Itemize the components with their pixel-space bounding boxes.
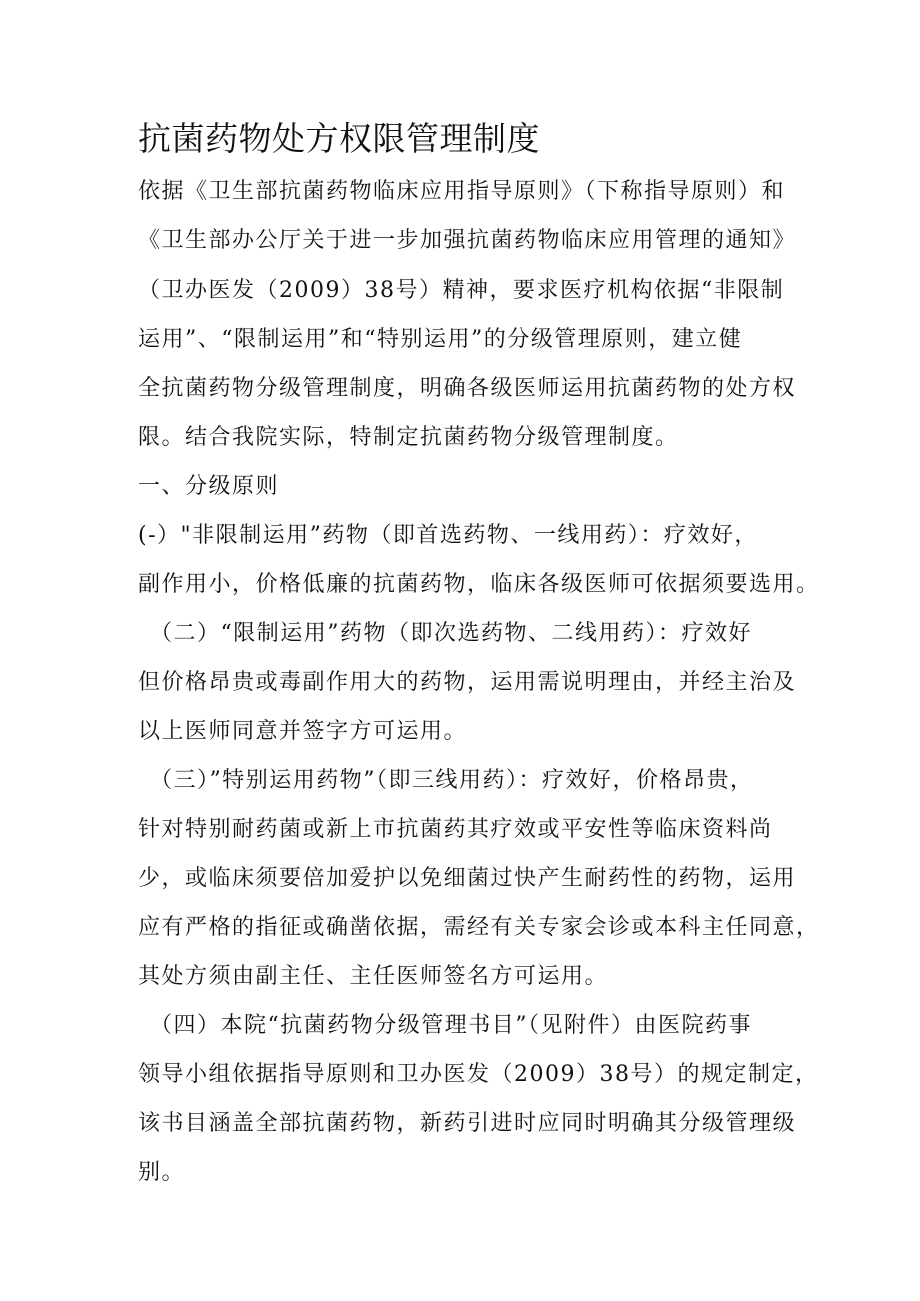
paragraph-line: 以上医师同意并签字方可运用。 [138, 719, 468, 744]
document-title: 抗菌药物处方权限管理制度 [138, 119, 540, 158]
paragraph-line: 《卫生部办公厅关于进一步加强抗菌药物临床应用管理的通知》 [138, 228, 797, 253]
paragraph-line: 副作用小，价格低廉的抗菌药物，临床各级医师可依据须要选用。 [138, 572, 820, 597]
paragraph-line: 该书目涵盖全部抗菌药物，新药引进时应同时明确其分级管理级 [138, 1111, 797, 1136]
paragraph-line: （四）本院“抗菌药物分级管理书目”（见附件）由医院药事 [150, 1013, 752, 1038]
paragraph-line: 领导小组依据指导原则和卫办医发（2009）38号）的规定制定， [138, 1062, 819, 1087]
paragraph-line: （三）”特别运用药物”（即三线用药）：疗效好，价格昂贵， [150, 768, 754, 793]
paragraph-line: 限。结合我院实际，特制定抗菌药物分级管理制度。 [138, 425, 679, 450]
section-heading: 一、分级原则 [138, 474, 280, 499]
paragraph-line: 针对特别耐药菌或新上市抗菌药其疗效或平安性等临床资料尚 [138, 817, 773, 842]
paragraph-line: (-）"非限制运用”药物（即首选药物、一线用药）：疗效好， [138, 523, 758, 548]
paragraph-line: 应有严格的指征或确凿依据，需经有关专家会诊或本科主任同意， [138, 915, 820, 940]
paragraph-line: （二）“限制运用”药物（即次选药物、二线用药）：疗效好 [150, 621, 752, 646]
paragraph-line: 但价格昂贵或毒副作用大的药物，运用需说明理由，并经主治及 [138, 670, 797, 695]
paragraph-line: （卫办医发（2009）38号）精神，要求医疗机构依据“非限制 [138, 278, 785, 303]
paragraph-line: 依据《卫生部抗菌药物临床应用指导原则》（下称指导原则）和 [138, 179, 786, 204]
paragraph-line: 别。 [138, 1160, 186, 1185]
paragraph-line: 运用”、“限制运用”和“特别运用”的分级管理原则，建立健 [138, 327, 743, 352]
paragraph-line: 少，或临床须要倍加爱护以免细菌过快产生耐药性的药物，运用 [138, 866, 797, 891]
paragraph-line: 其处方须由副主任、主任医师签名方可运用。 [138, 964, 609, 989]
paragraph-line: 全抗菌药物分级管理制度，明确各级医师运用抗菌药物的处方权 [138, 376, 797, 401]
